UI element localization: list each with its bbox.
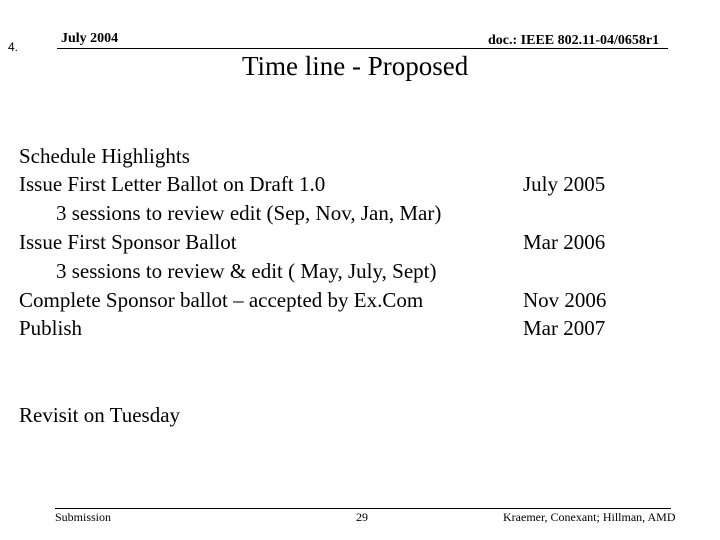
slide-number: 4. xyxy=(8,40,19,54)
footer-divider xyxy=(55,508,671,509)
header-document-id: doc.: IEEE 802.11-04/0658r1 xyxy=(488,33,660,48)
page-title: Time line - Proposed xyxy=(242,51,469,81)
schedule-subitem-review-sessions: 3 sessions to review edit (Sep, Nov, Jan, Mar) xyxy=(56,201,442,225)
header-date: July 2004 xyxy=(61,31,119,46)
schedule-heading: Schedule Highlights xyxy=(19,144,190,168)
date-complete-sponsor-ballot: Nov 2006 xyxy=(523,288,607,312)
date-publish: Mar 2007 xyxy=(523,316,606,340)
schedule-subitem-review-edit-sessions: 3 sessions to review & edit ( May, July, Sept) xyxy=(56,259,437,283)
date-sponsor-ballot: Mar 2006 xyxy=(523,230,606,254)
schedule-item-complete-sponsor-ballot: Complete Sponsor ballot – accepted by Ex.Com xyxy=(19,288,424,312)
footer-authors: Kraemer, Conexant; Hillman, AMD xyxy=(503,510,676,524)
footer-submission: Submission xyxy=(55,510,112,524)
header-divider xyxy=(57,48,668,49)
footer-page-number: 29 xyxy=(356,510,368,524)
schedule-item-publish: Publish xyxy=(19,316,83,340)
date-letter-ballot: July 2005 xyxy=(523,172,606,196)
schedule-item-letter-ballot: Issue First Letter Ballot on Draft 1.0 xyxy=(19,172,326,196)
schedule-item-sponsor-ballot: Issue First Sponsor Ballot xyxy=(19,230,237,254)
revisit-note: Revisit on Tuesday xyxy=(19,403,181,427)
